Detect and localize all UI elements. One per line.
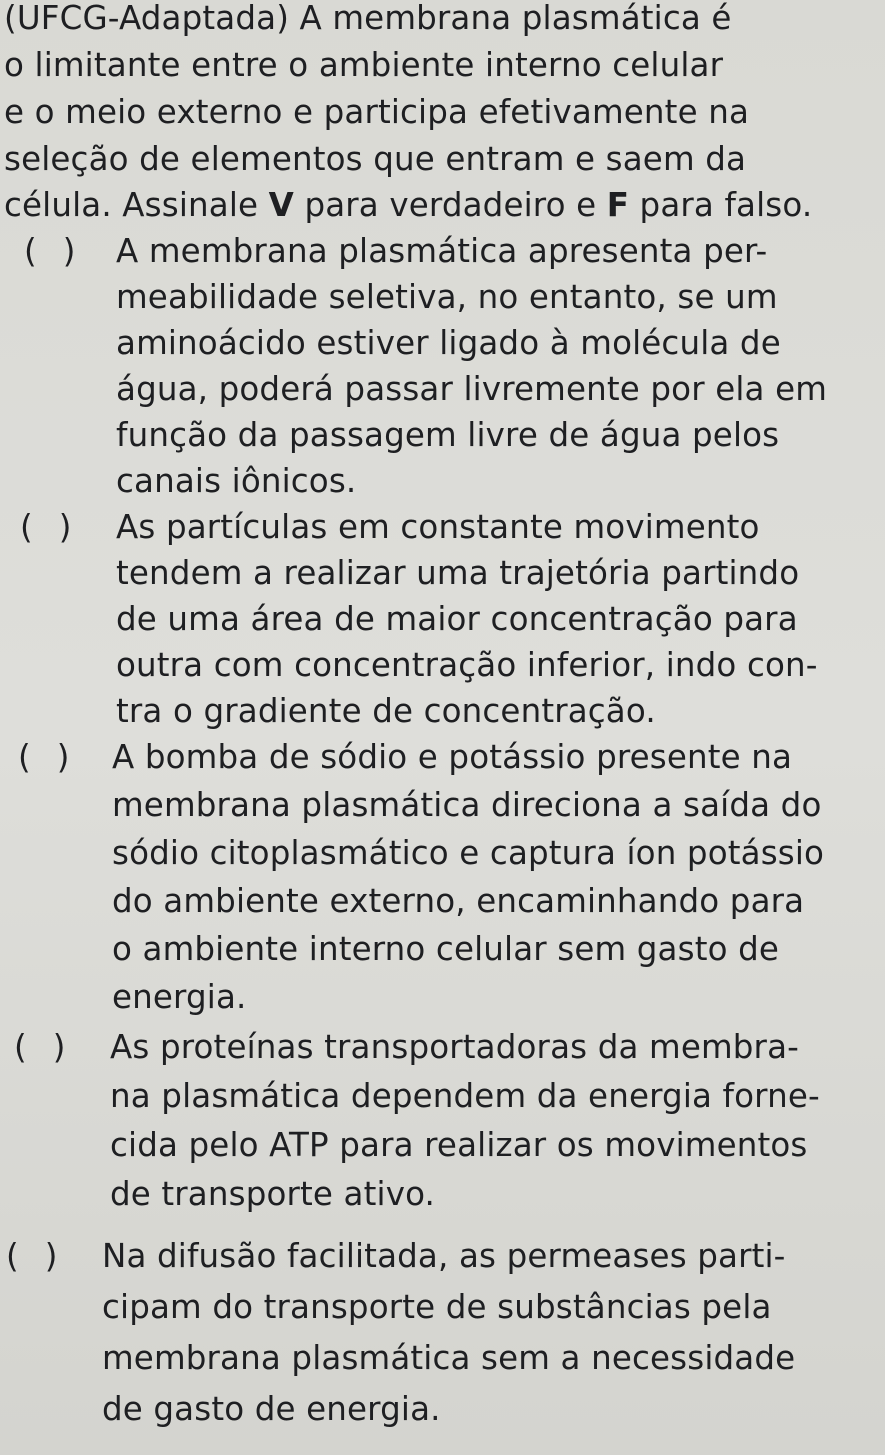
statement-line: A bomba de sódio e potássio presente na	[112, 738, 793, 776]
instruction-line	[4, 183, 812, 227]
answer-blank[interactable]: ( )	[24, 232, 76, 270]
statement-line: outra com concentração inferior, indo con-	[116, 646, 818, 684]
statement-line: Na difusão facilitada, as permeases parti-	[102, 1237, 786, 1275]
statement-line: do ambiente externo, encaminhando para	[112, 882, 805, 920]
intro-line: seleção de elementos que entram e saem da	[4, 140, 747, 178]
statement-line: aminoácido estiver ligado à molécula de	[116, 324, 781, 362]
true-letter: V	[268, 186, 294, 224]
statement-line: cipam do transporte de substâncias pela	[102, 1288, 772, 1326]
statement-line: cida pelo ATP para realizar os movimentos	[110, 1126, 808, 1164]
false-letter: F	[606, 186, 630, 224]
instruction-text: para falso.	[629, 186, 813, 224]
statement-line: meabilidade seletiva, no entanto, se um	[116, 278, 778, 316]
statement-line: A membrana plasmática apresenta per-	[116, 232, 768, 270]
answer-blank[interactable]: ( )	[14, 1028, 66, 1066]
instruction-text: célula. Assinale	[4, 186, 269, 224]
statement-line: água, poderá passar livremente por ela em	[116, 370, 828, 408]
answer-blank[interactable]: ( )	[20, 508, 72, 546]
statement-line: tra o gradiente de concentração.	[116, 692, 656, 730]
statement-line: tendem a realizar uma trajetória partindo	[116, 554, 800, 592]
statement-line: na plasmática dependem da energia forne-	[110, 1077, 820, 1115]
intro-line: e o meio externo e participa efetivamente na	[4, 93, 750, 131]
statement-line: de uma área de maior concentração para	[116, 600, 798, 638]
intro-line: o limitante entre o ambiente interno celular	[4, 46, 724, 84]
statement-line: As partículas em constante movimento	[116, 508, 760, 546]
answer-blank[interactable]: ( )	[18, 738, 70, 776]
instruction-text: para verdadeiro e	[293, 186, 607, 224]
statement-line: As proteínas transportadoras da membra-	[110, 1028, 800, 1066]
statement-line: energia.	[112, 978, 247, 1016]
statement-line: membrana plasmática direciona a saída do	[112, 786, 822, 824]
statement-line: canais iônicos.	[116, 462, 357, 500]
statement-line: de transporte ativo.	[110, 1175, 436, 1213]
intro-line: (UFCG-Adaptada) A membrana plasmática é	[4, 0, 732, 37]
statement-line: de gasto de energia.	[102, 1390, 441, 1428]
statement-line: função da passagem livre de água pelos	[116, 416, 780, 454]
statement-line: o ambiente interno celular sem gasto de	[112, 930, 780, 968]
statement-line: membrana plasmática sem a necessidade	[102, 1339, 796, 1377]
statement-line: sódio citoplasmático e captura íon potássio	[112, 834, 825, 872]
answer-blank[interactable]: ( )	[6, 1237, 58, 1275]
